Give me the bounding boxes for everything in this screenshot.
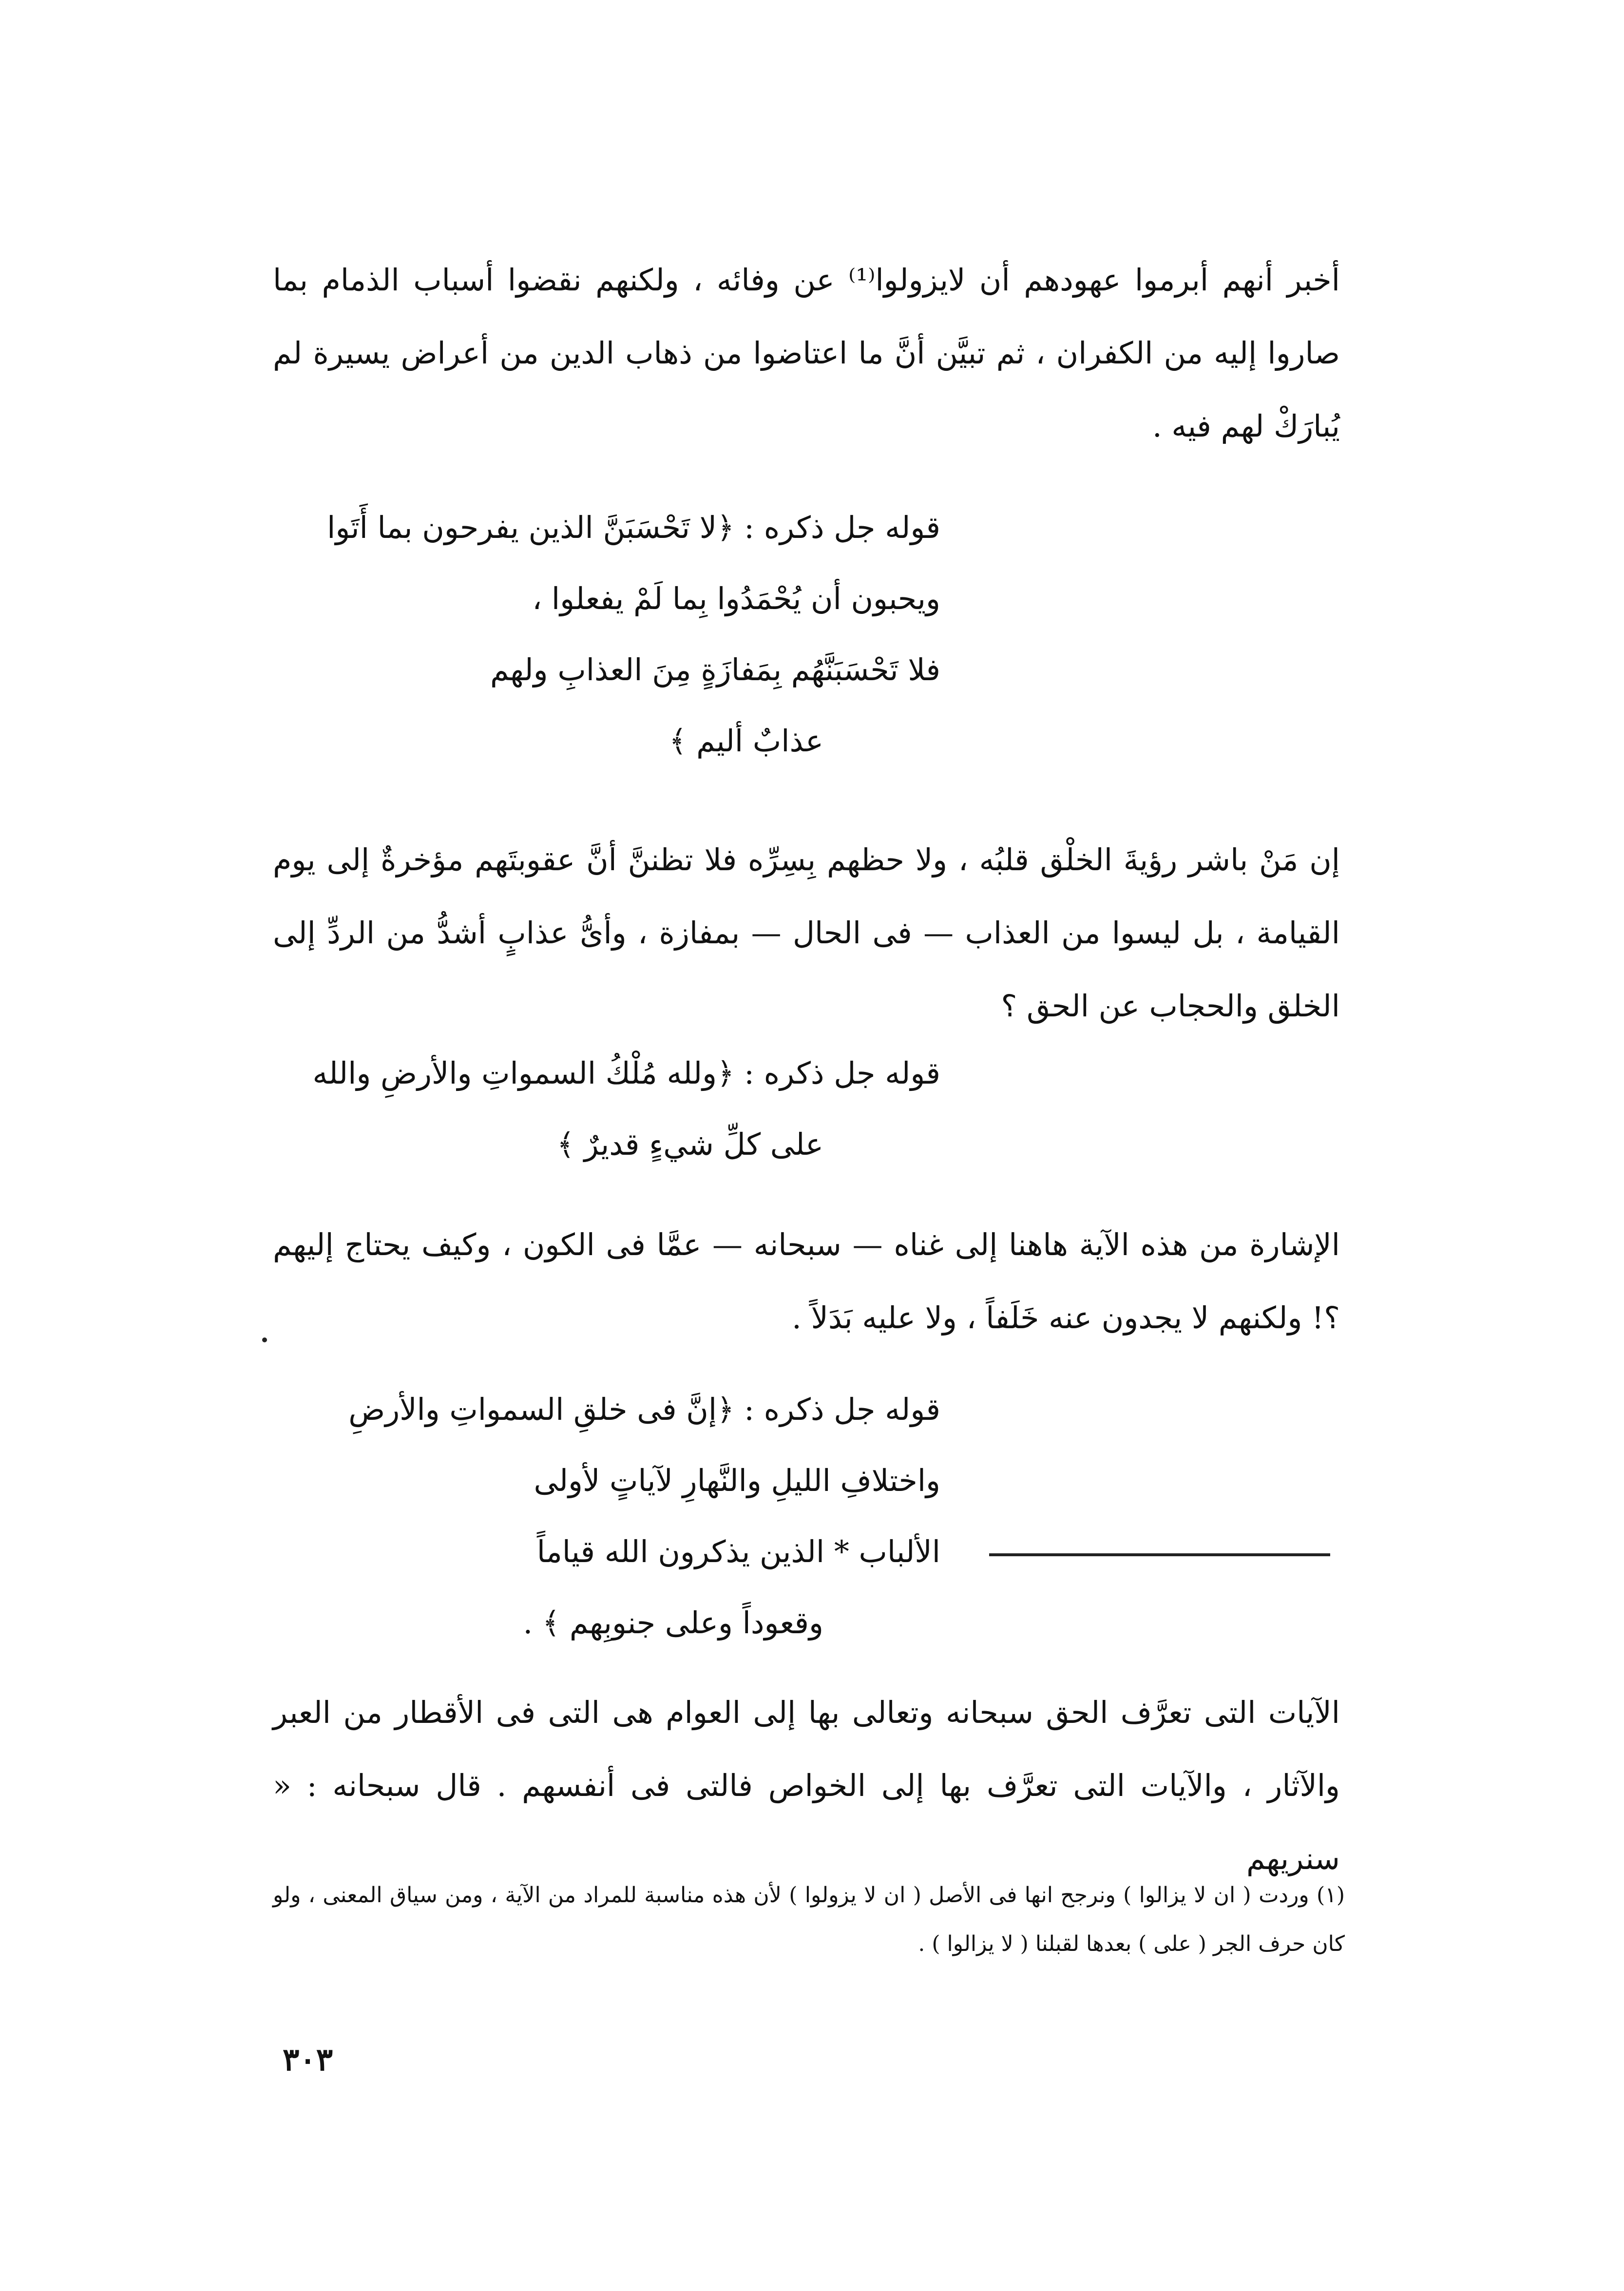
verse-2: [273, 1038, 940, 1180]
verse-3-line-3: الألباب * الذين يذكرون الله قياماً: [536, 1534, 940, 1569]
verse-3-line-4: وقعوداً وعلى جنوبِهم ﴾ .: [523, 1605, 823, 1641]
verse-1-line-1: قوله جل ذكره : ﴿لا تَحْسَبَنَّ الذين يفرحون بما أَتَوا: [327, 510, 940, 545]
verse-1: [273, 492, 940, 777]
paragraph-3-text: الإشارة من هذه الآية هاهنا إلى غناه — سبحانه — عمَّا فى الكون ، وكيف يحتاج إليهم ؟! ولكنهم لا يجدون عنه خَلَفاً ، ولا عليه بَدَلاً .: [273, 1227, 1340, 1336]
verse-1-line-2: ويحبون أن يُحْمَدُوا بِما لَمْ يفعلوا ،: [532, 581, 940, 616]
verse-3-line-1: قوله جل ذكره : ﴿إنَّ فى خلقِ السمواتِ والأرضِ: [348, 1392, 940, 1427]
paragraph-3: [273, 1208, 1340, 1355]
paragraph-2: [273, 823, 1340, 1043]
stray-mark: [262, 1337, 267, 1342]
verse-2-line-1: قوله جل ذكره : ﴿ولله مُلْكُ السمواتِ والأرضِ والله: [312, 1055, 940, 1091]
paragraph-1-text: أخبر أنهم أبرموا عهودهم أن لايزولوا⁽¹⁾ عن وفائه ، ولكنهم نقضوا أسباب الذمام بما صاروا إليه من الكفران ، ثم تبيَّن أنَّ ما اعتاضوا من ذهاب الدين من أعراض يسيرة لم يُبارَكْ لهم فيه .: [273, 262, 1340, 444]
paragraph-1: [273, 244, 1340, 463]
footnote-text: (١) وردت ( ان لا يزالوا ) ونرجح انها فى الأصل ( ان لا يزولوا ) لأن هذه مناسبة للمراد من الآية ، ومن سياق المعنى ، ولو كان حرف الجر ( على ) بعدها لقبلنا ( لا يزالوا ) .: [273, 1883, 1345, 1956]
verse-3-line-2: واختلافِ الليلِ والنَّهارِ لآياتٍ لأولى: [534, 1463, 940, 1498]
paragraph-2-text: إن مَنْ باشر رؤيةَ الخلْق قلبُه ، ولا حظهم بِسِرِّه فلا تظننَّ أنَّ عقوبتَهم مؤخرةٌ إلى يوم القيامة ، بل ليسوا من العذاب — فى الحال — بمفازة ، وأىُّ عذابٍ أشدُّ من الردِّ إلى الخلق والحجاب عن الحق ؟: [273, 842, 1340, 1024]
paragraph-4: [273, 1676, 1340, 1895]
verse-2-line-2: على كلِّ شيءٍ قديرٌ ﴾: [556, 1126, 823, 1162]
footnote-divider: [989, 1553, 1330, 1556]
verse-3: [273, 1374, 940, 1659]
paragraph-4-text: الآيات التى تعرَّف الحق سبحانه وتعالى بها إلى العوام هى التى فى الأقطار من العبر والآثار ، والآيات التى تعرَّف بها إلى الخواص فالتى فى أنفسهم . قال سبحانه : « سنريهم: [273, 1695, 1340, 1876]
page-number: ٣٠٣: [283, 2042, 333, 2078]
footnote: [273, 1871, 1345, 1968]
verse-1-line-3: فلا تَحْسَبَنَّهُم بِمَفازَةٍ مِنَ العذابِ ولهم: [490, 652, 940, 687]
verse-1-line-4: عذابٌ أليم ﴾: [669, 723, 823, 759]
